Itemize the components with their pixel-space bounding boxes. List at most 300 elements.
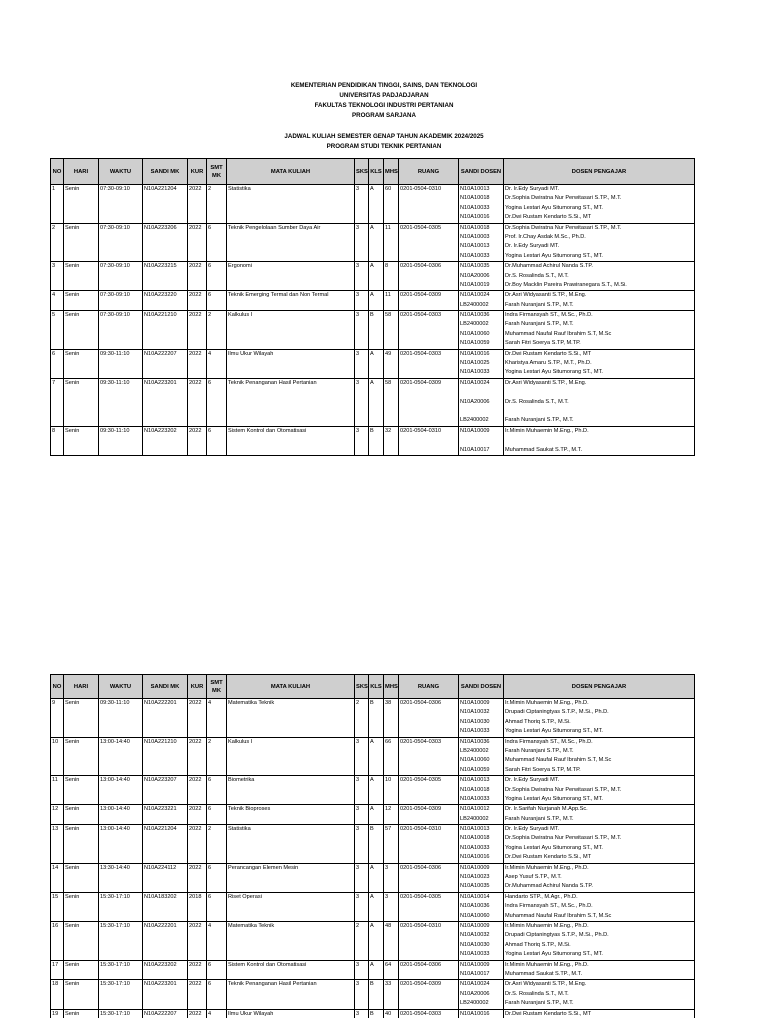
cell-credits: 3 <box>355 311 369 350</box>
cell-lecturers <box>504 805 695 825</box>
lecturer-code: N10A20006 <box>460 398 490 405</box>
lecturer-name: Muhammad Saukat S.TP., M.T. <box>505 446 582 453</box>
lecturer-code: N10A10036 <box>460 312 490 319</box>
cell-credits: 3 <box>355 1009 369 1019</box>
lecturer-code: N10A10060 <box>460 912 490 919</box>
column-header-students: MHS <box>384 675 399 699</box>
lecturer-code <box>460 388 502 397</box>
lecturer-code: N10A10013 <box>460 826 490 833</box>
cell-day: Senin <box>64 699 99 738</box>
table-row <box>51 825 695 864</box>
lecturer-code: N10A10033 <box>460 204 490 211</box>
lecturer-code: N10A10033 <box>460 951 490 958</box>
cell-day: Senin <box>64 825 99 864</box>
cell-day: Senin <box>64 776 99 805</box>
lecturer-name: Yogina Lestari Ayu Situmorang ST., MT. <box>505 795 603 802</box>
lecturer-name: Indra Firmansyah ST., M.Sc., Ph.D. <box>505 738 593 745</box>
lecturer-code: N10A10024 <box>460 379 490 386</box>
lecturer-code: N10A10017 <box>460 446 490 453</box>
cell-course-code: N10A223201 <box>143 378 188 426</box>
cell-students: 12 <box>384 805 399 825</box>
cell-room: 0201-0504-0303 <box>399 349 459 378</box>
cell-no: 6 <box>51 349 64 378</box>
cell-curriculum: 2022 <box>188 980 207 1009</box>
cell-lecturers <box>504 892 695 921</box>
table-row <box>51 378 695 426</box>
cell-semester: 4 <box>207 1009 227 1019</box>
cell-lecturers <box>504 378 695 426</box>
column-header-day: HARI <box>64 675 99 699</box>
table-row <box>51 349 695 378</box>
cell-day: Senin <box>64 980 99 1009</box>
cell-room: 0201-0504-0303 <box>399 311 459 350</box>
table-header-row <box>51 159 695 185</box>
cell-lecturer-codes <box>459 262 504 291</box>
lecturer-name: Sarah Fitri Soerya S.TP, M.TP. <box>505 340 581 347</box>
cell-class: B <box>369 980 384 1009</box>
lecturer-code: N10A10009 <box>460 427 490 434</box>
table-row <box>51 291 695 311</box>
cell-students: 11 <box>384 223 399 262</box>
cell-day: Senin <box>64 223 99 262</box>
cell-semester: 4 <box>207 349 227 378</box>
cell-time: 15:30-17:10 <box>99 960 143 980</box>
cell-no: 18 <box>51 980 64 1009</box>
lecturer-name: Dr.Muhammad Achirul Nanda S.TP. <box>505 883 593 890</box>
cell-course-name: Biometrika <box>227 776 355 805</box>
cell-students: 58 <box>384 378 399 426</box>
lecturer-name: Ahmad Thoriq S.TP., M.Si. <box>505 718 571 725</box>
cell-students: 57 <box>384 825 399 864</box>
cell-class: A <box>369 223 384 262</box>
cell-curriculum: 2022 <box>188 1009 207 1019</box>
cell-day: Senin <box>64 737 99 776</box>
lecturer-code: LB2400002 <box>460 815 489 822</box>
cell-students: 60 <box>384 185 399 224</box>
cell-class: B <box>369 1009 384 1019</box>
cell-room: 0201-0504-0303 <box>399 1009 459 1019</box>
cell-credits: 3 <box>355 291 369 311</box>
lecturer-code: N10A10036 <box>460 738 490 745</box>
study-program: PROGRAM STUDI TEKNIK PERTANIAN <box>326 143 442 150</box>
cell-no: 5 <box>51 311 64 350</box>
cell-time: 07:30-09:10 <box>99 223 143 262</box>
cell-room: 0201-0504-0309 <box>399 805 459 825</box>
cell-time: 07:30-09:10 <box>99 291 143 311</box>
cell-day: Senin <box>64 960 99 980</box>
cell-day: Senin <box>64 378 99 426</box>
cell-no: 9 <box>51 699 64 738</box>
cell-time: 15:30-17:10 <box>99 980 143 1009</box>
cell-no: 15 <box>51 892 64 921</box>
cell-semester: 2 <box>207 737 227 776</box>
table-row <box>51 863 695 892</box>
lecturer-name <box>505 388 693 397</box>
cell-time: 13:00-14:40 <box>99 805 143 825</box>
cell-no: 16 <box>51 921 64 960</box>
lecturer-name: Ir.Mimin Muhaemin M.Eng., Ph.D. <box>505 864 589 871</box>
cell-class: A <box>369 185 384 224</box>
lecturer-name: Dr. Ir.Sarifah Nurjanah M.App.Sc. <box>505 806 588 813</box>
cell-day: Senin <box>64 1009 99 1019</box>
cell-lecturers <box>504 262 695 291</box>
lecturer-code: LB2400002 <box>460 417 489 424</box>
cell-time: 15:30-17:10 <box>99 921 143 960</box>
lecturer-code: N10A10035 <box>460 263 490 270</box>
cell-credits: 3 <box>355 349 369 378</box>
cell-time: 13:30-14:40 <box>99 863 143 892</box>
cell-students: 3 <box>384 892 399 921</box>
cell-class: B <box>369 426 384 455</box>
cell-room: 0201-0504-0310 <box>399 825 459 864</box>
cell-semester: 6 <box>207 863 227 892</box>
cell-lecturer-codes <box>459 776 504 805</box>
column-header-no: NO <box>51 675 64 699</box>
cell-semester: 6 <box>207 223 227 262</box>
cell-course-name: Kalkulus I <box>227 311 355 350</box>
cell-semester: 6 <box>207 378 227 426</box>
cell-lecturers <box>504 311 695 350</box>
lecturer-code: N10A10016 <box>460 1010 490 1017</box>
lecturer-code: N10A10016 <box>460 854 490 861</box>
cell-day: Senin <box>64 349 99 378</box>
cell-lecturers <box>504 960 695 980</box>
cell-room: 0201-0504-0305 <box>399 223 459 262</box>
cell-lecturer-codes <box>459 699 504 738</box>
lecturer-code: N10A10016 <box>460 214 490 221</box>
lecturer-code: N10A10033 <box>460 728 490 735</box>
cell-time: 07:30-09:10 <box>99 311 143 350</box>
cell-lecturer-codes <box>459 980 504 1009</box>
cell-no: 17 <box>51 960 64 980</box>
lecturer-code: LB2400002 <box>460 747 489 754</box>
lecturer-name: Dr.Sophia Dwiratna Nur Perwitasari S.TP., M.T. <box>505 195 622 202</box>
cell-day: Senin <box>64 921 99 960</box>
lecturer-code: N10A10030 <box>460 941 490 948</box>
lecturer-name: Ahmad Thoriq S.TP., M.Si. <box>505 941 571 948</box>
column-header-class: KLS <box>369 675 384 699</box>
cell-no: 4 <box>51 291 64 311</box>
cell-course-code: N10A221204 <box>143 185 188 224</box>
cell-lecturers <box>504 863 695 892</box>
cell-course-name: Teknik Pengelolaan Sumber Daya Air <box>227 223 355 262</box>
column-header-course-name: MATA KULIAH <box>227 675 355 699</box>
lecturer-code: N10A10009 <box>460 864 490 871</box>
lecturer-name: Muhammad Naufal Rauf Ibrahim S.T, M.Sc <box>505 912 612 919</box>
cell-students: 8 <box>384 262 399 291</box>
cell-class: A <box>369 378 384 426</box>
cell-course-code: N10A223215 <box>143 262 188 291</box>
lecturer-code <box>460 436 502 445</box>
lecturer-name: Ir.Mimin Muhaemin M.Eng., Ph.D. <box>505 427 589 434</box>
lecturer-name <box>505 436 693 445</box>
column-header-lecturer: SANDI DOSEN <box>459 159 504 185</box>
column-header-day: HARI <box>64 159 99 185</box>
cell-lecturers <box>504 825 695 864</box>
cell-day: Senin <box>64 185 99 224</box>
lecturer-code: N10A10033 <box>460 369 490 376</box>
cell-lecturer-codes <box>459 185 504 224</box>
cell-day: Senin <box>64 262 99 291</box>
lecturer-code: N10A10024 <box>460 981 490 988</box>
cell-students: 11 <box>384 291 399 311</box>
lecturer-name: Farah Nuranjani S.TP., M.T. <box>505 301 574 308</box>
lecturer-name: Sarah Fitri Soerya S.TP, M.TP. <box>505 766 581 773</box>
cell-no: 8 <box>51 426 64 455</box>
cell-room: 0201-0504-0309 <box>399 980 459 1009</box>
cell-course-code: N10A221210 <box>143 737 188 776</box>
cell-room: 0201-0504-0305 <box>399 892 459 921</box>
cell-no: 14 <box>51 863 64 892</box>
lecturer-name: Dr.Dwi Rustam Kendarto S.Si., MT <box>505 854 592 861</box>
lecturer-name: Muhammad Naufal Rauf Ibrahim S.T, M.Sc <box>505 330 612 337</box>
cell-time: 13:00-14:40 <box>99 825 143 864</box>
cell-course-name: Riset Operasi <box>227 892 355 921</box>
cell-lecturers <box>504 223 695 262</box>
lecturer-name: Dr.Asri Widyasanti S.TP., M.Eng. <box>505 379 587 386</box>
column-header-semester: SMT MK <box>207 675 227 699</box>
cell-curriculum: 2022 <box>188 776 207 805</box>
lecturer-code: N10A10024 <box>460 292 490 299</box>
cell-day: Senin <box>64 291 99 311</box>
table-row <box>51 426 695 455</box>
lecturer-name: Dr.Muhammad Achirul Nanda S.TP. <box>505 263 593 270</box>
cell-curriculum: 2022 <box>188 699 207 738</box>
cell-course-name: Matematika Teknik <box>227 699 355 738</box>
cell-room: 0201-0504-0306 <box>399 699 459 738</box>
table-row <box>51 737 695 776</box>
cell-students: 48 <box>384 921 399 960</box>
lecturer-code: N10A10036 <box>460 903 490 910</box>
cell-lecturer-codes <box>459 737 504 776</box>
lecturer-code: N10A10033 <box>460 844 490 851</box>
cell-credits: 3 <box>355 805 369 825</box>
cell-semester: 2 <box>207 311 227 350</box>
lecturer-name: Dr.Asri Widyasanti S.TP., M.Eng. <box>505 292 587 299</box>
cell-course-name: Ilmu Ukur Wilayah <box>227 349 355 378</box>
cell-time: 09:30-11:10 <box>99 349 143 378</box>
cell-time: 07:30-09:10 <box>99 262 143 291</box>
cell-course-name: Teknik Bioproses <box>227 805 355 825</box>
lecturer-code: N10A10059 <box>460 766 490 773</box>
cell-lecturer-codes <box>459 960 504 980</box>
lecturer-name: Dr.Sophia Dwiratna Nur Perwitasari S.TP., M.T. <box>505 224 622 231</box>
cell-semester: 6 <box>207 960 227 980</box>
lecturer-code: N10A10016 <box>460 350 490 357</box>
table-row <box>51 892 695 921</box>
university-name: UNIVERSITAS PADJADJARAN <box>339 92 429 99</box>
cell-course-code: N10A223202 <box>143 960 188 980</box>
lecturer-name: Muhammad Saukat S.TP., M.T. <box>505 970 582 977</box>
cell-credits: 3 <box>355 185 369 224</box>
lecturer-code: LB2400002 <box>460 321 489 328</box>
table-row <box>51 185 695 224</box>
cell-lecturer-codes <box>459 311 504 350</box>
lecturer-code: N10A10060 <box>460 757 490 764</box>
column-header-credits: SKS <box>355 159 369 185</box>
lecturer-name: Asep Yusuf S.TP., M.T. <box>505 874 562 881</box>
column-header-time: WAKTU <box>99 675 143 699</box>
lecturer-code: N10A10018 <box>460 195 490 202</box>
cell-credits: 3 <box>355 426 369 455</box>
cell-course-code: N10A223207 <box>143 776 188 805</box>
lecturer-code: N10A10017 <box>460 970 490 977</box>
cell-lecturers <box>504 980 695 1009</box>
cell-semester: 6 <box>207 892 227 921</box>
cell-course-code: N10A224112 <box>143 863 188 892</box>
column-header-lecturer: DOSEN PENGAJAR <box>504 675 695 699</box>
cell-semester: 6 <box>207 426 227 455</box>
column-header-semester: SMT MK <box>207 159 227 185</box>
lecturer-code: N10A10009 <box>460 961 490 968</box>
cell-lecturer-codes <box>459 892 504 921</box>
document-header <box>0 81 768 152</box>
cell-curriculum: 2022 <box>188 262 207 291</box>
column-header-lecturer: DOSEN PENGAJAR <box>504 159 695 185</box>
lecturer-code: N10A10003 <box>460 233 490 240</box>
cell-course-code: N10A222207 <box>143 1009 188 1019</box>
column-header-room: RUANG <box>399 159 459 185</box>
lecturer-name: Dr.Dwi Rustam Kendarto S.Si., MT <box>505 350 592 357</box>
cell-day: Senin <box>64 805 99 825</box>
column-header-curriculum: KUR <box>188 159 207 185</box>
cell-course-name: Statistika <box>227 825 355 864</box>
cell-curriculum: 2022 <box>188 223 207 262</box>
lecturer-name: Yogina Lestari Ayu Situmorang ST., MT. <box>505 844 603 851</box>
cell-course-code: N10A221204 <box>143 825 188 864</box>
cell-lecturer-codes <box>459 291 504 311</box>
cell-course-name: Statistika <box>227 185 355 224</box>
cell-no: 7 <box>51 378 64 426</box>
lecturer-name: Dr.Dwi Rustam Kendarto S.Si., MT <box>505 1010 592 1017</box>
cell-course-code: N10A221210 <box>143 311 188 350</box>
lecturer-name: Drupadi Ciptaningtyas S.T.P., M.Si., Ph.D. <box>505 709 609 716</box>
cell-day: Senin <box>64 863 99 892</box>
cell-curriculum: 2022 <box>188 349 207 378</box>
lecturer-name: Dr. Ir.Edy Suryadi MT. <box>505 777 560 784</box>
lecturer-code: N10A10009 <box>460 700 490 706</box>
cell-no: 2 <box>51 223 64 262</box>
cell-course-name: Teknik Penanganan Hasil Pertanian <box>227 378 355 426</box>
schedule-table-page-1 <box>50 158 695 456</box>
cell-room: 0201-0504-0306 <box>399 863 459 892</box>
cell-credits: 3 <box>355 825 369 864</box>
column-header-students: MHS <box>384 159 399 185</box>
cell-class: A <box>369 776 384 805</box>
lecturer-code: N10A10032 <box>460 932 490 939</box>
cell-students: 33 <box>384 980 399 1009</box>
cell-course-name: Kalkulus I <box>227 737 355 776</box>
cell-semester: 2 <box>207 185 227 224</box>
cell-curriculum: 2018 <box>188 892 207 921</box>
table-row <box>51 311 695 350</box>
cell-no: 12 <box>51 805 64 825</box>
cell-no: 3 <box>51 262 64 291</box>
program-level: PROGRAM SARJANA <box>352 112 416 119</box>
lecturer-code: N10A10013 <box>460 777 490 784</box>
cell-class: A <box>369 737 384 776</box>
lecturer-code: N10A10033 <box>460 795 490 802</box>
lecturer-name: Handarto STP., M.Agr., Ph.D. <box>505 893 578 900</box>
lecturer-name: Farah Nuranjani S.TP., M.T. <box>505 1000 574 1007</box>
cell-class: A <box>369 892 384 921</box>
table-row <box>51 262 695 291</box>
cell-students: 38 <box>384 699 399 738</box>
column-header-time: WAKTU <box>99 159 143 185</box>
cell-course-name: Sistem Kontrol dan Otomatisasi <box>227 960 355 980</box>
lecturer-name: Yogina Lestari Ayu Situmorang ST., MT. <box>505 728 603 735</box>
lecturer-name: Farah Nuranjani S.TP., M.T. <box>505 417 574 424</box>
cell-curriculum: 2022 <box>188 825 207 864</box>
table-row <box>51 776 695 805</box>
cell-course-name: Teknik Emerging Termal dan Non Termal <box>227 291 355 311</box>
cell-course-code: N10A223220 <box>143 291 188 311</box>
cell-class: B <box>369 699 384 738</box>
cell-students: 10 <box>384 776 399 805</box>
cell-lecturers <box>504 776 695 805</box>
lecturer-code: N10A10059 <box>460 340 490 347</box>
lecturer-name: Dr.Asri Widyasanti S.TP., M.Eng. <box>505 981 587 988</box>
lecturer-name: Yogina Lestari Ayu Situmorang ST., MT. <box>505 951 603 958</box>
schedule-table-page-2 <box>50 674 695 1020</box>
cell-course-name: Perancangan Elemen Mesin <box>227 863 355 892</box>
lecturer-code: N10A10018 <box>460 786 490 793</box>
cell-lecturers <box>504 291 695 311</box>
lecturer-code: N10A10035 <box>460 883 490 890</box>
cell-room: 0201-0504-0306 <box>399 960 459 980</box>
cell-class: A <box>369 960 384 980</box>
cell-class: A <box>369 921 384 960</box>
cell-curriculum: 2022 <box>188 921 207 960</box>
lecturer-code: N10A10030 <box>460 718 490 725</box>
cell-no: 13 <box>51 825 64 864</box>
cell-day: Senin <box>64 311 99 350</box>
table-row <box>51 921 695 960</box>
cell-lecturers <box>504 699 695 738</box>
cell-lecturer-codes <box>459 805 504 825</box>
column-header-room: RUANG <box>399 675 459 699</box>
cell-curriculum: 2022 <box>188 863 207 892</box>
lecturer-name: Yogina Lestari Ayu Situmorang ST., MT. <box>505 252 603 259</box>
cell-curriculum: 2022 <box>188 960 207 980</box>
cell-room: 0201-0504-0309 <box>399 291 459 311</box>
lecturer-code: N10A10012 <box>460 806 490 813</box>
cell-course-code: N10A223201 <box>143 980 188 1009</box>
lecturer-name: Ir.Mimin Muhaemin M.Eng., Ph.D. <box>505 961 589 968</box>
lecturer-code: N10A10032 <box>460 709 490 716</box>
lecturer-name: Farah Nuranjani S.TP., M.T. <box>505 815 574 822</box>
lecturer-code <box>460 407 502 416</box>
cell-class: A <box>369 291 384 311</box>
cell-credits: 3 <box>355 776 369 805</box>
lecturer-code: N10A10014 <box>460 893 490 900</box>
cell-semester: 6 <box>207 980 227 1009</box>
cell-credits: 3 <box>355 863 369 892</box>
lecturer-code: N10A10013 <box>460 186 490 192</box>
cell-students: 58 <box>384 311 399 350</box>
cell-lecturer-codes <box>459 378 504 426</box>
cell-curriculum: 2022 <box>188 311 207 350</box>
cell-semester: 4 <box>207 921 227 960</box>
lecturer-name: Kharistya Amaru S.TP., M.T., Ph.D. <box>505 360 592 367</box>
cell-students: 3 <box>384 863 399 892</box>
cell-course-code: N10A183202 <box>143 892 188 921</box>
cell-course-code: N10A222201 <box>143 699 188 738</box>
cell-class: A <box>369 805 384 825</box>
cell-semester: 4 <box>207 699 227 738</box>
cell-lecturer-codes <box>459 349 504 378</box>
cell-time: 15:30-17:10 <box>99 892 143 921</box>
